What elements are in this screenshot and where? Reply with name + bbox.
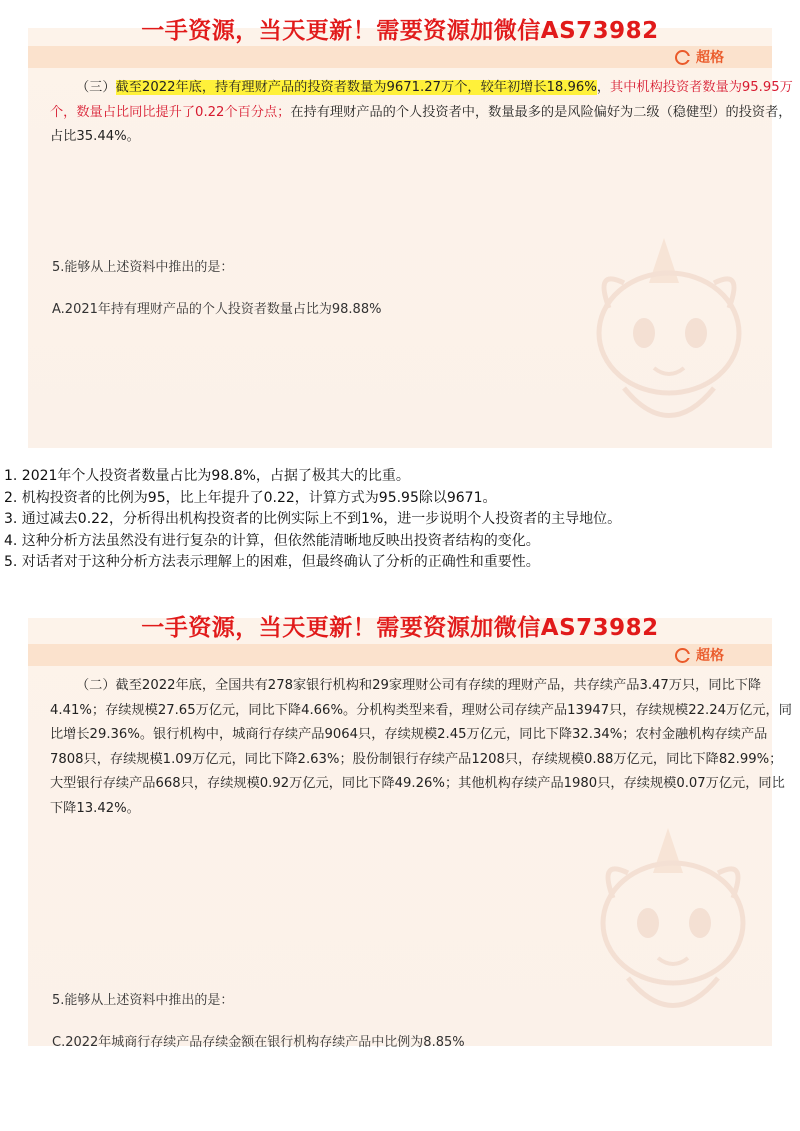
- watermark-banner-top: 一手资源，当天更新！需要资源加微信AS73982: [141, 18, 659, 44]
- brand-name: 超格: [696, 648, 724, 664]
- watermark-banner-middle: 一手资源，当天更新！需要资源加微信AS73982: [141, 615, 659, 641]
- passage-text: [50, 76, 794, 150]
- question-option: A.2021年持有理财产品的个人投资者数量占比为98.88%: [52, 301, 382, 317]
- question-option: C.2022年城商行存续产品存续金额在银行机构存续产品中比例为8.85%: [52, 1035, 465, 1050]
- brand-strip: [28, 644, 772, 666]
- red-emphasis-text: 其中机构投资者数量为95.95万个，数量占比同比提升了0.22个百分点；: [50, 80, 793, 120]
- list-item: 4. 这种分析方法虽然没有进行复杂的计算，但依然能清晰地反映出投资者结构的变化。: [4, 532, 540, 549]
- passage-body: （二）截至2022年底，全国共有278家银行机构和29家理财公司有存续的理财产品，共存续产品3.47万只，同比下降4.41%；存续规模27.65万亿元，同比下降4.66%。分机构类型来看，理财公司存续产品13947只，存续规模22.24万亿元，同比增长29.36%。银行机构中，城商行存续产品9064只，存续规模2.45万亿元，同比下降32.34%；农村金融机构存续产品7808只，存续规模1.09万亿元，同比下降2.63%；股份制银行存续产品1208只，存续规模0.88万亿元，同比下降82.99%；大型银行存续产品668只，存续规模0.92万亿元，同比下降49.26%；其他机构存续产品1980只，存续规模0.07万亿元，同比下降13.42%。: [50, 678, 792, 816]
- list-item: 2. 机构投资者的比例为95，比上年提升了0.22，计算方式为95.95除以9671。: [4, 489, 497, 506]
- brand-badge: [675, 644, 724, 666]
- brand-strip: [28, 46, 772, 68]
- brand-name: 超格: [696, 50, 724, 66]
- question-card-2: [28, 618, 792, 1050]
- question-stem: 5.能够从上述资料中推出的是：: [52, 259, 234, 275]
- question-stem: 5.能够从上述资料中推出的是：: [52, 993, 234, 1008]
- analysis-notes-list: [4, 466, 784, 574]
- highlighted-text: 截至2022年底，持有理财产品的投资者数量为9671.27万个，较年初增长18.96%: [115, 80, 597, 95]
- question-card-1: [28, 28, 793, 448]
- passage-prefix: （三）: [76, 80, 116, 95]
- list-item: 1. 2021年个人投资者数量占比为98.8%，占据了极其大的比重。: [4, 468, 410, 484]
- list-item: 5. 对话者对于这种分析方法表示理解上的困难，但最终确认了分析的正确性和重要性。: [4, 554, 540, 570]
- brand-badge: [675, 46, 724, 68]
- brand-logo-icon: [675, 50, 690, 65]
- list-item: 3. 通过减去0.22，分析得出机构投资者的比例实际上不到1%，进一步说明个人投资者的主导地位。: [4, 511, 622, 527]
- passage-text: [50, 674, 794, 821]
- passage-comma: ，: [596, 80, 611, 95]
- brand-logo-icon: [675, 648, 690, 663]
- passage-rest: 在持有理财产品的个人投资者中，数量最多的是风险偏好为二级（稳健型）的投资者，占比35.44%。: [50, 104, 792, 144]
